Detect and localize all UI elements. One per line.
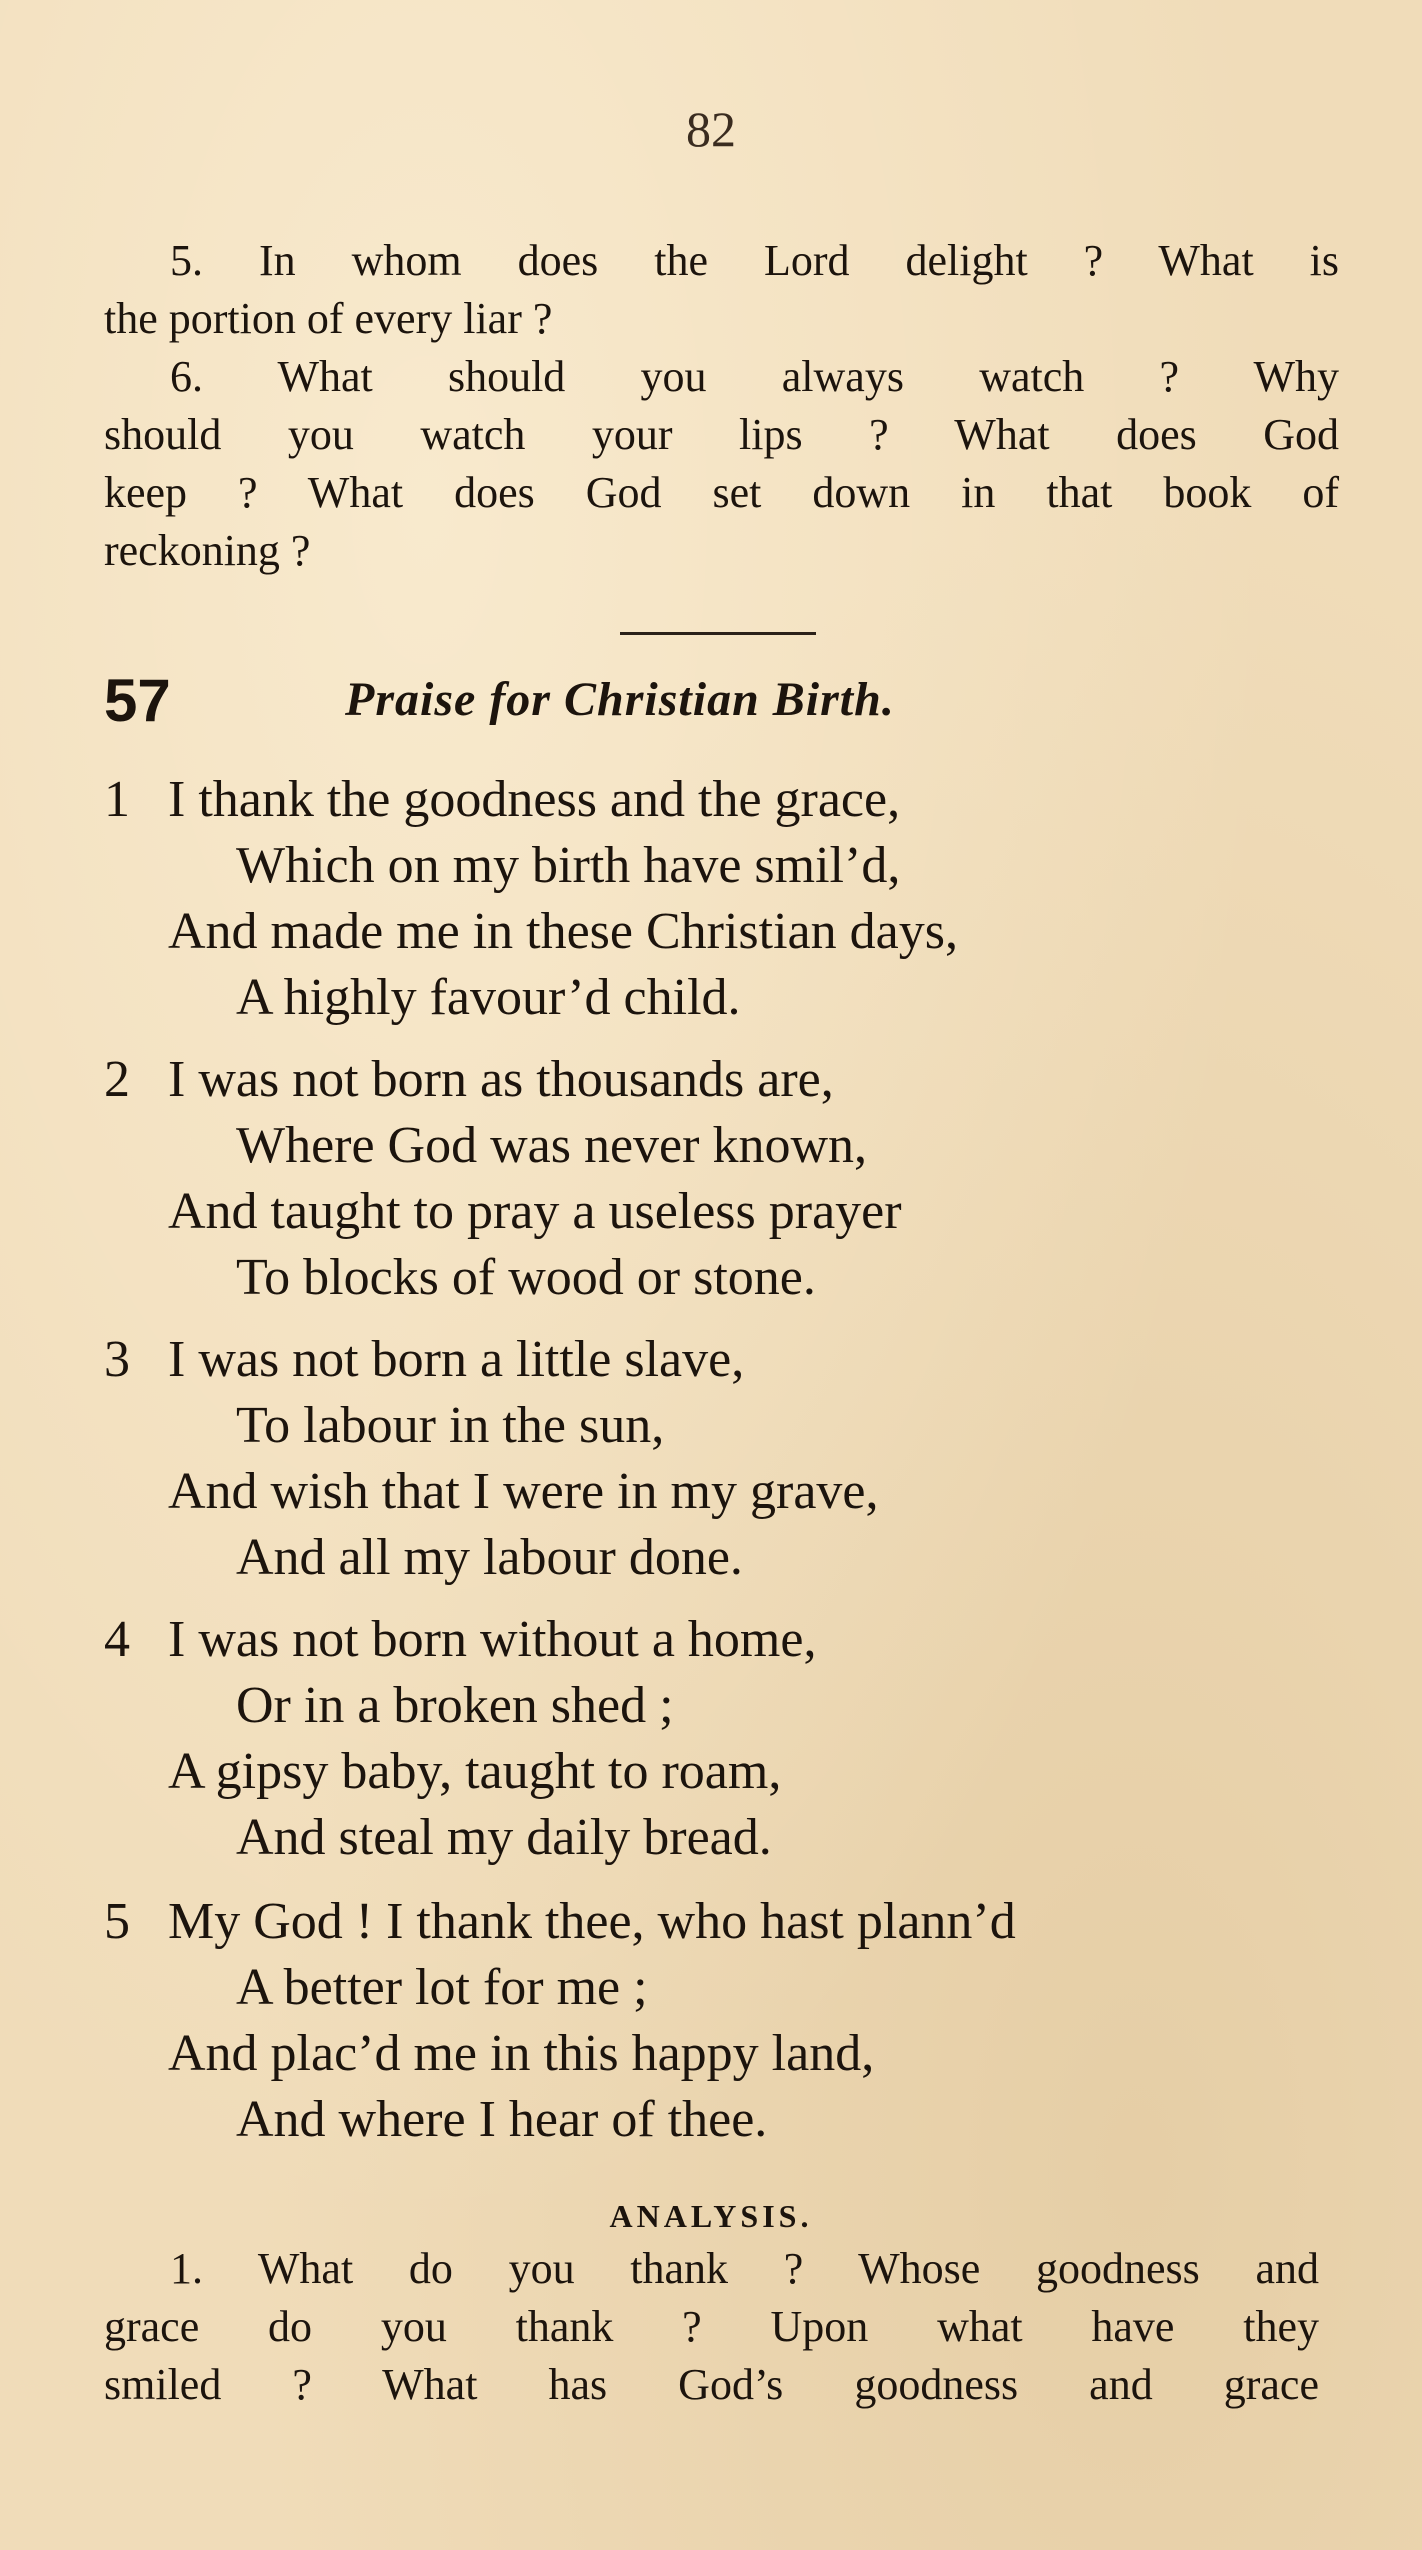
- verse-line: And plac’d me in this happy land,: [168, 2025, 875, 2082]
- question-5: [104, 232, 1339, 348]
- question-line: should you watch your lips ? What does God: [104, 410, 1339, 459]
- verse-line: I was not born a little slave,: [168, 1331, 745, 1388]
- analysis-line: 1. What do you thank ? Whose goodness and: [170, 2244, 1319, 2293]
- verse-line: And all my labour done.: [236, 1529, 743, 1586]
- verse-number: 2: [104, 1051, 130, 1108]
- page-number: 82: [686, 101, 736, 157]
- verse-line: And wish that I were in my grave,: [168, 1463, 879, 1520]
- verse-line: Or in a broken shed ;: [236, 1677, 674, 1734]
- analysis-line: grace do you thank ? Upon what have they: [104, 2302, 1319, 2351]
- verse-line: Which on my birth have smil’d,: [236, 837, 901, 894]
- hymn-title: Praise for Christian Birth.: [345, 673, 895, 726]
- analysis-line: smiled ? What has God’s goodness and grace: [104, 2360, 1319, 2409]
- question-6: [104, 348, 1339, 580]
- question-line: reckoning ?: [104, 526, 311, 575]
- analysis-questions: [104, 2240, 1319, 2414]
- verse-line: And made me in these Christian days,: [168, 903, 958, 960]
- verse-line: And steal my daily bread.: [236, 1809, 772, 1866]
- verse-number: 4: [104, 1611, 130, 1668]
- question-line: keep ? What does God set down in that book of: [104, 468, 1339, 517]
- verse-line: I thank the goodness and the grace,: [168, 771, 901, 828]
- analysis-heading: ANALYSIS.: [609, 2198, 813, 2234]
- section-divider: [620, 632, 816, 635]
- verse-number: 3: [104, 1331, 130, 1388]
- verse-line: And where I hear of thee.: [236, 2091, 768, 2148]
- verse-line: I was not born as thousands are,: [168, 1051, 834, 1108]
- verse-line: A highly favour’d child.: [236, 969, 741, 1026]
- verse-line: A gipsy baby, taught to roam,: [168, 1743, 782, 1800]
- verse-line: And taught to pray a useless prayer: [168, 1183, 902, 1240]
- verse-line: A better lot for me ;: [236, 1959, 648, 2016]
- verse-line: My God ! I thank thee, who hast plann’d: [168, 1893, 1016, 1950]
- verse-number: 5: [104, 1893, 130, 1950]
- question-line: 6. What should you always watch ? Why: [170, 352, 1339, 401]
- verse-line: I was not born without a home,: [168, 1611, 817, 1668]
- question-line: the portion of every liar ?: [104, 294, 553, 343]
- verse-line: To blocks of wood or stone.: [236, 1249, 816, 1306]
- verse-line: Where God was never known,: [236, 1117, 868, 1174]
- verse-number: 1: [104, 771, 130, 828]
- question-line: 5. In whom does the Lord delight ? What is: [170, 236, 1339, 285]
- hymn-number: 57: [104, 667, 171, 734]
- verse-line: To labour in the sun,: [236, 1397, 665, 1454]
